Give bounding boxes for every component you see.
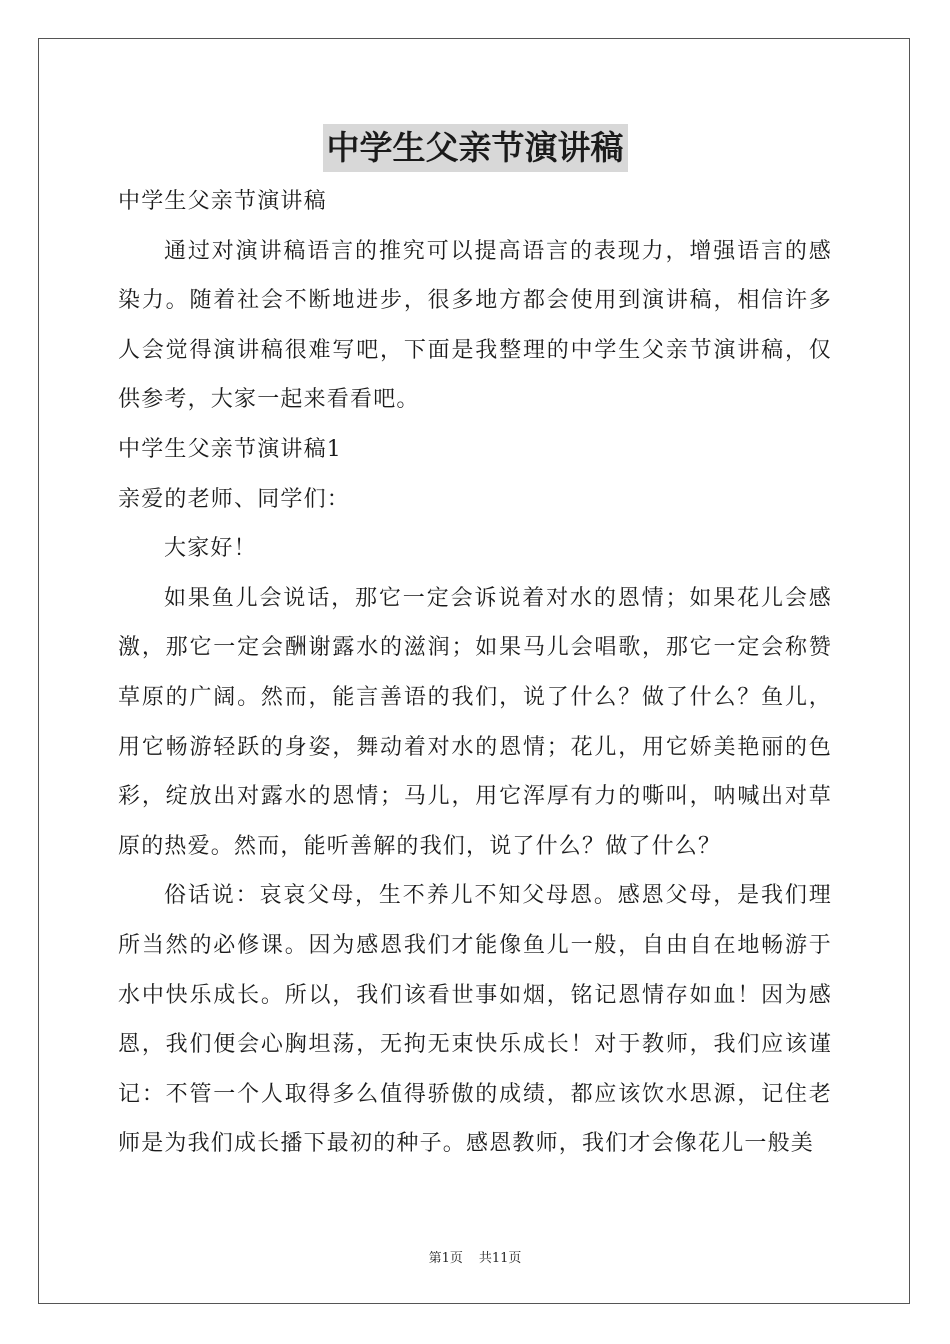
page-total: 共11页 [478,1251,522,1266]
paragraph: 俗话说：哀哀父母，生不养儿不知父母恩。感恩父母，是我们理所当然的必修课。因为感恩我们才能像鱼儿一般，自由自在地畅游于水中快乐成长。所以，我们该看世事如烟，铭记恩情存如血！因为感恩，我们便会心胸坦荡，无拘无束快乐成长！对于教师，我们应该谨记：不管一个人取得多么值得骄傲的成绩，都应该饮水思源，记住老师是为我们成长播下最初的种子。感恩教师，我们才会像花儿一般美 [118,883,832,1157]
document-body [118,177,832,1169]
page-number: 第1页 [428,1251,463,1266]
paragraph: 中学生父亲节演讲稿1 [118,436,342,462]
paragraph: 大家好！ [164,536,257,562]
document-title: 中学生父亲节演讲稿 [323,124,628,172]
paragraph: 通过对演讲稿语言的推究可以提高语言的表现力，增强语言的感染力。随着社会不断地进步，很多地方都会使用到演讲稿，相信许多人会觉得演讲稿很难写吧，下面是我整理的中学生父亲节演讲稿，仅供参考，大家一起来看看吧。 [118,238,832,413]
page-footer [0,1247,950,1266]
paragraph: 中学生父亲节演讲稿 [118,189,327,214]
paragraph: 如果鱼儿会说话，那它一定会诉说着对水的恩情；如果花儿会感激，那它一定会酬谢露水的滋润；如果马儿会唱歌，那它一定会称赞草原的广阔。然而，能言善语的我们，说了什么？做了什么？鱼儿，用它畅游轻跃的身姿，舞动着对水的恩情；花儿，用它娇美艳丽的色彩，绽放出对露水的恩情；马儿，用它浑厚有力的嘶叫，呐喊出对草原的热爱。然而，能听善解的我们，说了什么？做了什么？ [118,585,832,859]
paragraph: 亲爱的老师、同学们： [118,486,351,512]
title-area [0,124,950,172]
